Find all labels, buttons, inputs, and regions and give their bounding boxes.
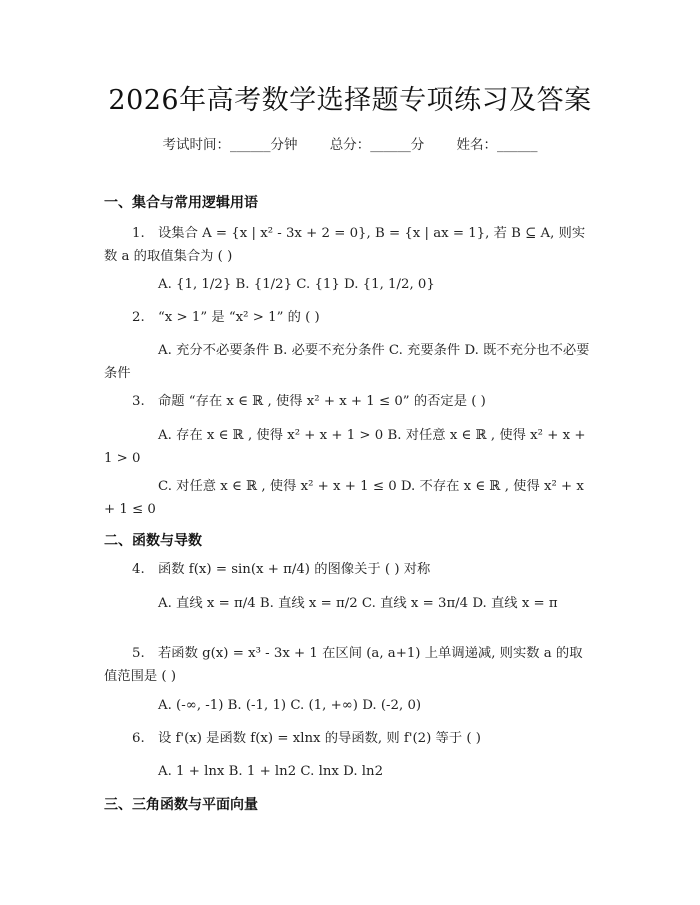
question-4: 4. 函数 f(x) = sin(x + π/4) 的图像关于 ( ) 对称 (132, 562, 431, 577)
student-name-field: 姓名：______ (456, 137, 538, 153)
question-6-options: A. 1 + lnx B. 1 + ln2 C. lnx D. ln2 (158, 764, 384, 779)
document-title: 2026年高考数学选择题专项练习及答案 (108, 85, 592, 116)
question-5-options: A. (-∞, -1) B. (-1, 1) C. (1, +∞) D. (-2, 0) (158, 698, 422, 713)
question-5: 5. 若函数 g(x) = x³ - 3x + 1 在区间 (a, a+1) 上单调递减, 则实数 a 的取值范围是 ( ) (104, 646, 583, 684)
question-4-options: A. 直线 x = π/4 B. 直线 x = π/2 C. 直线 x = 3π/4 D. 直线 x = π (158, 596, 558, 611)
question-6: 6. 设 f'(x) 是函数 f(x) = xlnx 的导函数, 则 f'(2) 等于 ( ) (132, 731, 481, 746)
exam-time-field: 考试时间：______分钟 (162, 137, 298, 153)
question-2: 2. “x > 1” 是 “x² > 1” 的 ( ) (132, 310, 320, 325)
section-heading-functions-derivatives: 二、函数与导数 (104, 533, 202, 549)
total-score-field: 总分：______分 (329, 137, 425, 153)
question-3: 3. 命题 “存在 x ∈ ℝ , 使得 x² + x + 1 ≤ 0” 的否定是 ( ) (132, 394, 486, 409)
question-2-options: A. 充分不必要条件 B. 必要不充分条件 C. 充要条件 D. 既不充分也不必要条件 (104, 343, 590, 381)
question-1: 1. 设集合 A = {x | x² - 3x + 2 = 0}, B = {x | ax = 1}, 若 B ⊆ A, 则实数 a 的取值集合为 ( ) (104, 226, 586, 264)
question-3-options-ab: A. 存在 x ∈ ℝ , 使得 x² + x + 1 > 0 B. 对任意 x ∈ ℝ , 使得 x² + x + 1 > 0 (104, 428, 586, 466)
section-heading-trig-vectors: 三、三角函数与平面向量 (104, 797, 258, 813)
question-1-options: A. {1, 1/2} B. {1/2} C. {1} D. {1, 1/2, 0} (158, 277, 435, 292)
section-heading-sets-logic: 一、集合与常用逻辑用语 (104, 195, 258, 211)
question-3-options-cd: C. 对任意 x ∈ ℝ , 使得 x² + x + 1 ≤ 0 D. 不存在 x ∈ ℝ , 使得 x² + x + 1 ≤ 0 (104, 479, 584, 517)
exam-info-line (0, 133, 700, 153)
